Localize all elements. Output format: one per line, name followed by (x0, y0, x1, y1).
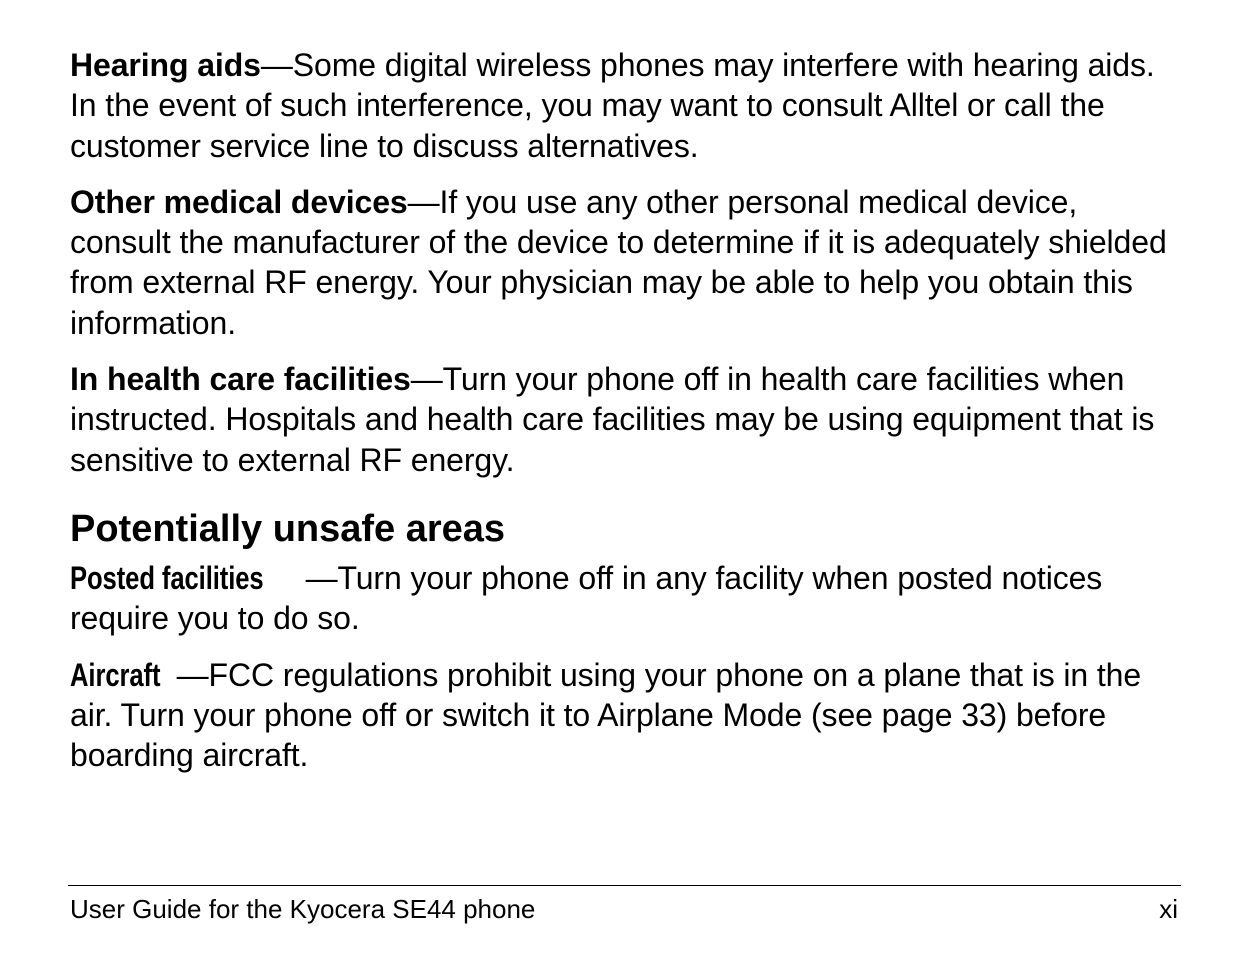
paragraph-hearing-aids (70, 45, 1182, 166)
footer-divider (68, 885, 1181, 886)
page-content (70, 45, 1182, 791)
paragraph-posted-facilities (70, 558, 1182, 639)
paragraph-text: —If you use any other personal medical device, consult the manufacturer of the device to determine if it is adequately shielded from external RF energy. Your physician may be able to help you obtain this information. (70, 183, 1167, 341)
paragraph-other-medical-devices (70, 182, 1182, 343)
term-hearing-aids: Hearing aids (70, 47, 261, 83)
paragraph-aircraft (70, 655, 1182, 776)
page-number: xi (1159, 894, 1178, 924)
paragraph-health-care-facilities (70, 359, 1182, 480)
term-aircraft: Aircraft (70, 656, 161, 693)
term-posted-facilities: Posted facilities (70, 559, 264, 596)
paragraph-text: —FCC regulations prohibit using your phone on a plane that is in the air. Turn your phone off or switch it to Airplane Mode (see page 33) before boarding aircraft. (70, 656, 1142, 774)
paragraph-text: —Turn your phone off in health care facilities when instructed. Hospitals and health care facilities may be using equipment that is sensitive to external RF energy. (70, 361, 1155, 478)
paragraph-text: —Some digital wireless phones may interfere with hearing aids. In the event of such interference, you may want to consult Alltel or call the customer service line to discuss alternatives. (70, 47, 1155, 164)
term-health-care-facilities: In health care facilities (70, 361, 411, 398)
section-heading: Potentially unsafe areas (70, 507, 506, 550)
footer-title: User Guide for the Kyocera SE44 phone (70, 894, 536, 924)
term-other-medical-devices: Other medical devices (70, 183, 408, 220)
paragraph-text: —Turn your phone off in any facility when posted notices require you to do so. (70, 559, 1103, 637)
